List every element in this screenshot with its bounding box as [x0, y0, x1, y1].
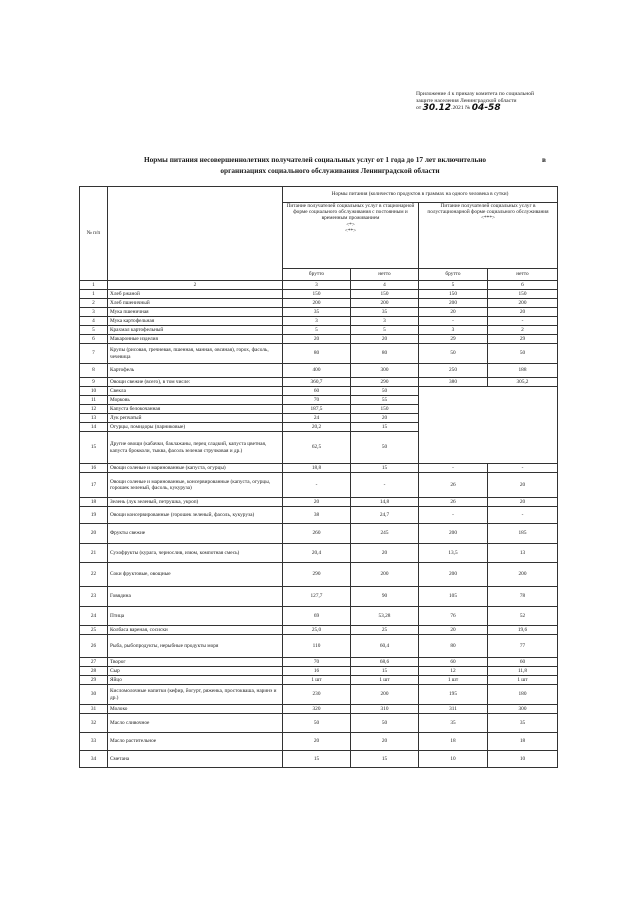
net-stationary: 200	[351, 299, 419, 308]
net-stationary: 15	[351, 423, 419, 432]
gross-semistationary: 380	[419, 378, 488, 387]
gross-stationary: 320	[283, 705, 351, 714]
table-row	[80, 714, 558, 733]
net-semistationary: 60	[488, 658, 558, 667]
net-stationary: 15	[351, 751, 419, 768]
gross-stationary: 3	[283, 317, 351, 326]
gross-semistationary: 29	[419, 335, 488, 344]
net-semistationary: 305,2	[488, 378, 558, 387]
table-row	[80, 473, 558, 498]
header-gross-2: брутто	[419, 269, 488, 281]
gross-semistationary: -	[419, 317, 488, 326]
gross-stationary: 400	[283, 364, 351, 378]
column-numbers-row	[80, 281, 558, 290]
product-name: Овощи соленые и маринованные (капуста, огурцы)	[108, 464, 283, 473]
net-semistationary: 1 шт	[488, 676, 558, 685]
product-name: Овощи консервированные (горошек зеленый, фасоль, кукуруза)	[108, 507, 283, 524]
net-stationary: 55	[351, 396, 419, 405]
table-row	[80, 498, 558, 507]
net-semistationary: 2	[488, 326, 558, 335]
net-stationary: 5	[351, 326, 419, 335]
net-stationary: 60,4	[351, 635, 419, 658]
product-name: Зелень (лук зеленый, петрушка, укроп)	[108, 498, 283, 507]
table-row	[80, 658, 558, 667]
net-semistationary: 77	[488, 635, 558, 658]
product-name: Свекла	[108, 387, 283, 396]
net-stationary: 53,28	[351, 607, 419, 626]
row-number: 32	[80, 714, 108, 733]
row-number: 17	[80, 473, 108, 498]
table-row	[80, 751, 558, 768]
gross-semistationary: 200	[419, 299, 488, 308]
row-number: 15	[80, 432, 108, 464]
gross-stationary: 80	[283, 344, 351, 364]
gross-stationary: 5	[283, 326, 351, 335]
table-row	[80, 524, 558, 544]
header-num: № п/п	[80, 187, 108, 281]
product-name: Молоко	[108, 705, 283, 714]
net-stationary: 1 шт	[351, 676, 419, 685]
appendix-line-3	[416, 105, 596, 112]
gross-stationary: 20	[283, 335, 351, 344]
gross-semistationary: 76	[419, 607, 488, 626]
row-number: 12	[80, 405, 108, 414]
net-semistationary: 50	[488, 344, 558, 364]
gross-semistationary: 12	[419, 667, 488, 676]
appendix-year: .2021	[451, 105, 464, 112]
net-stationary: 25	[351, 626, 419, 635]
net-semistationary: 10	[488, 751, 558, 768]
gross-semistationary: 20	[419, 308, 488, 317]
gross-semistationary: 3	[419, 326, 488, 335]
nutrition-norms-table	[79, 186, 558, 768]
table-row	[80, 364, 558, 378]
product-name: Крахмал картофельный	[108, 326, 283, 335]
net-semistationary: -	[488, 464, 558, 473]
net-stationary: 35	[351, 308, 419, 317]
appendix-date-handwritten: 30.12	[422, 103, 452, 114]
product-name: Капуста белокочанная	[108, 405, 283, 414]
gross-stationary: 20	[283, 733, 351, 751]
gross-stationary: 50	[283, 714, 351, 733]
title-line-1-extra: в	[542, 155, 546, 164]
table-row	[80, 308, 558, 317]
gross-semistationary: 311	[419, 705, 488, 714]
row-number: 9	[80, 378, 108, 387]
col-number: 6	[488, 281, 558, 290]
table-row	[80, 607, 558, 626]
gross-stationary: 62,5	[283, 432, 351, 464]
table-row	[80, 733, 558, 751]
gross-stationary: 20,4	[283, 544, 351, 563]
net-semistationary: 200	[488, 563, 558, 587]
row-number: 19	[80, 507, 108, 524]
gross-semistationary: 60	[419, 658, 488, 667]
gross-semistationary: 18	[419, 733, 488, 751]
net-semistationary: 300	[488, 705, 558, 714]
product-name: Огурцы, помидоры (парниковые)	[108, 423, 283, 432]
gross-stationary: 70	[283, 396, 351, 405]
appendix-line-1: Приложение 4 к приказу комитета по социальной	[416, 91, 535, 97]
net-semistationary: 19,6	[488, 626, 558, 635]
product-name: Картофель	[108, 364, 283, 378]
gross-stationary: 260	[283, 524, 351, 544]
table-row	[80, 378, 558, 387]
row-number: 2	[80, 299, 108, 308]
gross-stationary: 69	[283, 607, 351, 626]
gross-semistationary: 200	[419, 524, 488, 544]
header-net-2: нетто	[488, 269, 558, 281]
net-semistationary: 188	[488, 364, 558, 378]
net-stationary: 290	[351, 378, 419, 387]
gross-semistationary: 26	[419, 473, 488, 498]
net-semistationary: 20	[488, 498, 558, 507]
product-name: Сухофрукты (курага, чернослив, изюм, компотная смесь)	[108, 544, 283, 563]
col-number: 2	[108, 281, 283, 290]
table-row	[80, 544, 558, 563]
net-stationary: 14,8	[351, 498, 419, 507]
net-stationary: 20	[351, 544, 419, 563]
col-number: 5	[419, 281, 488, 290]
net-stationary: 310	[351, 705, 419, 714]
row-number: 8	[80, 364, 108, 378]
row-number: 33	[80, 733, 108, 751]
net-stationary: -	[351, 473, 419, 498]
table-row	[80, 676, 558, 685]
gross-stationary: 360,7	[283, 378, 351, 387]
table-row	[80, 335, 558, 344]
net-stationary: 15	[351, 464, 419, 473]
net-stationary: 24,7	[351, 507, 419, 524]
row-number: 26	[80, 635, 108, 658]
gross-semistationary: -	[419, 464, 488, 473]
appendix-note	[416, 91, 596, 113]
product-name: Овощи соленые и маринованные, консервированные (капуста, огурцы, горошек зеленый, фасоль, кукуруза)	[108, 473, 283, 498]
col-number: 3	[283, 281, 351, 290]
net-semistationary: 200	[488, 299, 558, 308]
gross-stationary: 187,5	[283, 405, 351, 414]
row-number: 1	[80, 290, 108, 299]
net-stationary: 20	[351, 414, 419, 423]
gross-stationary: 20	[283, 498, 351, 507]
net-semistationary: -	[488, 507, 558, 524]
net-semistationary: 185	[488, 524, 558, 544]
product-name: Яйцо	[108, 676, 283, 685]
gross-semistationary: 1 шт	[419, 676, 488, 685]
gross-stationary: 70	[283, 658, 351, 667]
row-number: 14	[80, 423, 108, 432]
gross-stationary: 20,2	[283, 423, 351, 432]
net-semistationary: 20	[488, 308, 558, 317]
row-number: 5	[80, 326, 108, 335]
table-row	[80, 344, 558, 364]
product-name: Колбаса вареная, сосиски	[108, 626, 283, 635]
row-number: 21	[80, 544, 108, 563]
gross-semistationary: 150	[419, 290, 488, 299]
net-semistationary: -	[488, 317, 558, 326]
gross-semistationary: 35	[419, 714, 488, 733]
gross-stationary: 15	[283, 751, 351, 768]
table-row	[80, 626, 558, 635]
gross-stationary: 290	[283, 563, 351, 587]
row-number: 13	[80, 414, 108, 423]
gross-semistationary: 195	[419, 685, 488, 705]
gross-stationary: 230	[283, 685, 351, 705]
net-semistationary: 150	[488, 290, 558, 299]
product-name: Крупы (рисовая, гречневая, пшенная, манная, овсяная), горох, фасоль, чечевица	[108, 344, 283, 364]
title-line-1: Нормы питания несовершеннолетних получателей социальных услуг от 1 года до 17 лет включительно	[143, 155, 487, 164]
header-main: Нормы питания (количество продуктов в граммах на одного человека в сутки)	[283, 187, 558, 203]
net-stationary: 200	[351, 563, 419, 587]
net-semistationary: 78	[488, 587, 558, 607]
row-number: 20	[80, 524, 108, 544]
header-name	[108, 187, 283, 281]
row-number: 7	[80, 344, 108, 364]
row-number: 4	[80, 317, 108, 326]
gross-semistationary: 13,5	[419, 544, 488, 563]
product-name: Говядина	[108, 587, 283, 607]
merged-empty-cell	[419, 387, 558, 464]
row-number: 30	[80, 685, 108, 705]
col-number: 4	[351, 281, 419, 290]
gross-semistationary: 105	[419, 587, 488, 607]
row-number: 29	[80, 676, 108, 685]
product-name: Масло сливочное	[108, 714, 283, 733]
row-number: 10	[80, 387, 108, 396]
net-stationary: 150	[351, 405, 419, 414]
gross-stationary: 18,8	[283, 464, 351, 473]
row-number: 28	[80, 667, 108, 676]
row-number: 34	[80, 751, 108, 768]
appendix-line-2: защите населения Ленинградской области	[416, 98, 517, 105]
table-row	[80, 290, 558, 299]
header-gross-1: брутто	[283, 269, 351, 281]
row-number: 3	[80, 308, 108, 317]
row-number: 24	[80, 607, 108, 626]
product-name: Овощи свежие (всего), в том числе:	[108, 378, 283, 387]
product-name: Макаронные изделия	[108, 335, 283, 344]
gross-stationary: 150	[283, 290, 351, 299]
title-line-2: организациях социального обслуживания Ленинградской области	[220, 166, 440, 175]
table-row	[80, 326, 558, 335]
appendix-from: от	[416, 105, 422, 112]
net-stationary: 200	[351, 685, 419, 705]
table-row	[80, 685, 558, 705]
gross-stationary: 38	[283, 507, 351, 524]
product-name: Птица	[108, 607, 283, 626]
product-name: Соки фруктовые, овощные	[108, 563, 283, 587]
gross-stationary: 1 шт	[283, 676, 351, 685]
row-number: 25	[80, 626, 108, 635]
net-stationary: 90	[351, 587, 419, 607]
gross-stationary: 200	[283, 299, 351, 308]
gross-semistationary: 50	[419, 344, 488, 364]
gross-stationary: 110	[283, 635, 351, 658]
product-name: Творог	[108, 658, 283, 667]
net-stationary: 80	[351, 344, 419, 364]
net-stationary: 68,6	[351, 658, 419, 667]
gross-semistationary: 10	[419, 751, 488, 768]
product-name: Рыба, рыбопродукты, нерыбные продукты моря	[108, 635, 283, 658]
table-row	[80, 299, 558, 308]
gross-semistationary: -	[419, 507, 488, 524]
net-stationary: 50	[351, 432, 419, 464]
product-name: Кисломолочные напитки (кефир, йогурт, ряженка, простокваша, наринэ и др.)	[108, 685, 283, 705]
net-semistationary: 11,8	[488, 667, 558, 676]
table-row	[80, 563, 558, 587]
net-semistationary: 13	[488, 544, 558, 563]
table-row	[80, 464, 558, 473]
appendix-number-handwritten: 04-58	[471, 103, 501, 114]
gross-stationary: 35	[283, 308, 351, 317]
product-name: Мука пшеничная	[108, 308, 283, 317]
net-stationary: 20	[351, 733, 419, 751]
net-semistationary: 180	[488, 685, 558, 705]
net-semistationary: 35	[488, 714, 558, 733]
row-number: 11	[80, 396, 108, 405]
product-name: Мука картофельная	[108, 317, 283, 326]
gross-stationary: 24	[283, 414, 351, 423]
product-name: Фрукты свежие	[108, 524, 283, 544]
net-semistationary: 29	[488, 335, 558, 344]
row-number: 6	[80, 335, 108, 344]
product-name: Хлеб пшеничный	[108, 299, 283, 308]
net-semistationary: 18	[488, 733, 558, 751]
product-name: Морковь	[108, 396, 283, 405]
gross-semistationary: 250	[419, 364, 488, 378]
net-stationary: 3	[351, 317, 419, 326]
product-name: Лук репчатый	[108, 414, 283, 423]
product-name: Сметана	[108, 751, 283, 768]
header-net-1: нетто	[351, 269, 419, 281]
net-semistationary: 20	[488, 473, 558, 498]
net-stationary: 150	[351, 290, 419, 299]
net-stationary: 50	[351, 387, 419, 396]
net-stationary: 300	[351, 364, 419, 378]
table-row	[80, 667, 558, 676]
product-name: Другие овощи (кабачки, баклажаны, перец сладкий, капуста цветная, капуста брокколи, тыква, фасоль зеленая стручковая и др.)	[108, 432, 283, 464]
gross-stationary: 127,7	[283, 587, 351, 607]
gross-stationary: -	[283, 473, 351, 498]
gross-semistationary: 26	[419, 498, 488, 507]
gross-semistationary: 80	[419, 635, 488, 658]
net-stationary: 20	[351, 335, 419, 344]
table-row	[80, 507, 558, 524]
gross-semistationary: 20	[419, 626, 488, 635]
gross-stationary: 60	[283, 387, 351, 396]
table-row	[80, 635, 558, 658]
document-title	[110, 154, 550, 176]
row-number: 23	[80, 587, 108, 607]
row-number: 18	[80, 498, 108, 507]
header-group-stationary: Питание получателей социальных услуг в стационарной форме социального обслуживания с постоянным и временным проживанием <*> <**>	[283, 203, 419, 269]
table-row	[80, 387, 558, 396]
net-semistationary: 52	[488, 607, 558, 626]
gross-stationary: 16	[283, 667, 351, 676]
row-number: 31	[80, 705, 108, 714]
col-number: 1	[80, 281, 108, 290]
table-row	[80, 587, 558, 607]
table-row	[80, 705, 558, 714]
product-name: Хлеб ржаной	[108, 290, 283, 299]
row-number: 27	[80, 658, 108, 667]
appendix-number-sign: №	[465, 105, 471, 112]
header-group-semistationary: Питание получателей социальных услуг в полустационарной форме социального обслуживания <***>	[419, 203, 558, 269]
product-name: Сыр	[108, 667, 283, 676]
table-body	[80, 290, 558, 768]
product-name: Масло растительное	[108, 733, 283, 751]
net-stationary: 245	[351, 524, 419, 544]
gross-semistationary: 200	[419, 563, 488, 587]
table-row	[80, 317, 558, 326]
net-stationary: 15	[351, 667, 419, 676]
row-number: 22	[80, 563, 108, 587]
row-number: 16	[80, 464, 108, 473]
gross-stationary: 25,0	[283, 626, 351, 635]
net-stationary: 50	[351, 714, 419, 733]
